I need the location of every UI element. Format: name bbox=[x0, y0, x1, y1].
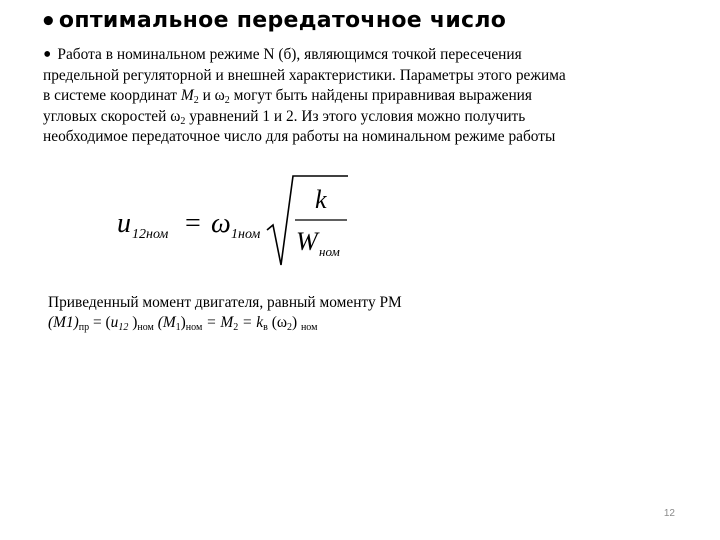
ratio-formula bbox=[115, 170, 395, 270]
symbol-M-sub: 2 bbox=[193, 95, 199, 106]
page-number: 12 bbox=[663, 508, 675, 519]
formula-omega: ω bbox=[211, 208, 231, 239]
expr-part-5: (M bbox=[153, 314, 176, 331]
moment-line-1: Приведенный момент двигателя, равный моменту РМ bbox=[48, 294, 402, 311]
expr-part-5-sub: 1 bbox=[175, 322, 181, 333]
slide-title bbox=[40, 8, 506, 35]
expr-part-1-sub: пр bbox=[78, 322, 90, 333]
expr-part-9-sub: 2 bbox=[286, 322, 292, 333]
expr-part-3: u bbox=[110, 314, 119, 331]
paragraph-line-4-a: угловых скоростей ω bbox=[43, 107, 181, 125]
title-text: оптимальное передаточное число bbox=[58, 8, 507, 33]
expr-part-7-sub: 2 bbox=[233, 322, 239, 333]
formula-omega-sub: 1ном bbox=[231, 227, 261, 242]
formula-denominator-sub: ном bbox=[319, 244, 340, 259]
expr-part-7: = M bbox=[202, 314, 234, 331]
expr-part-6: ) bbox=[180, 314, 186, 331]
paragraph-line-4-b: уравнений 1 и 2. Из этого условия можно получить bbox=[185, 107, 526, 125]
expr-part-2: = ( bbox=[89, 314, 111, 331]
paragraph-line-3-c: могут быть найдены приравнивая выражения bbox=[229, 87, 533, 104]
paragraph-line-4 bbox=[43, 107, 683, 128]
moment-section bbox=[48, 293, 668, 333]
expr-part-8-sub: в bbox=[263, 322, 268, 333]
paragraph-line-5: необходимое передаточное число для работы на номинальном режиме работы bbox=[43, 128, 556, 145]
description-paragraph bbox=[43, 42, 683, 148]
formula-equals: = bbox=[185, 208, 201, 239]
expr-part-3-sub: 12 bbox=[118, 322, 129, 333]
expr-part-1: (M1) bbox=[48, 314, 79, 331]
expr-part-4: ) bbox=[128, 314, 138, 331]
moment-expression bbox=[48, 313, 668, 333]
symbol-omega-sub: 2 bbox=[224, 95, 230, 106]
expr-part-10-sub: ном bbox=[300, 322, 318, 333]
expr-part-9: (ω bbox=[267, 314, 287, 331]
paragraph-line-2: предельной регуляторной и внешней характеристики. Параметры этого режима bbox=[43, 66, 566, 84]
paragraph-line-1-text: Работа в номинальном режиме N (б), являющимся точкой пересечения bbox=[57, 46, 522, 63]
symbol-M: M bbox=[180, 87, 194, 104]
formula-lhs-sub: 12ном bbox=[132, 227, 169, 242]
paragraph-line-3 bbox=[43, 86, 683, 107]
formula-denominator: W bbox=[296, 227, 318, 256]
title-bullet: • bbox=[40, 7, 57, 37]
symbol-omega2-sub: 2 bbox=[180, 115, 186, 127]
paragraph-line-3-a: в системе координат bbox=[43, 87, 181, 104]
paragraph-line-1 bbox=[43, 42, 683, 68]
paragraph-line-3-b: и ω bbox=[198, 87, 225, 104]
paragraph-bullet: • bbox=[43, 42, 52, 68]
expr-part-4-sub: ном bbox=[137, 322, 154, 333]
expr-part-6-sub: ном bbox=[185, 322, 203, 333]
formula-svg bbox=[115, 170, 395, 270]
formula-numerator: k bbox=[315, 185, 327, 214]
expr-part-10: ) bbox=[291, 314, 301, 331]
formula-lhs: u bbox=[117, 208, 131, 239]
expr-part-8: = k bbox=[238, 314, 264, 331]
